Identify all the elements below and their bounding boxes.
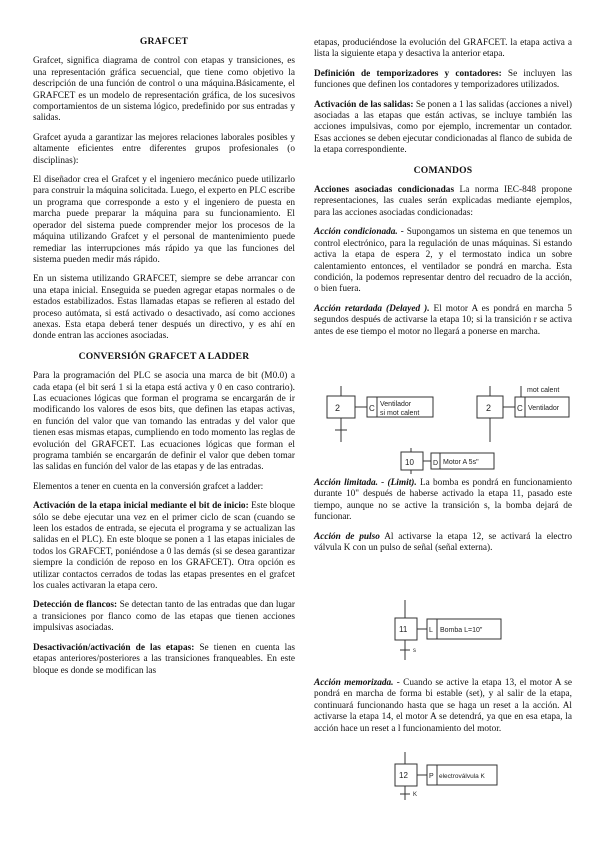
- transition-label: K: [413, 792, 418, 798]
- paragraph: Grafcet, significa diagrama de control con etapas y transiciones, es una representación gráfica secuencial, que tiene como objetivo la descripción de una función de control o una máquina.Básicamente, el GRAFCET es un modelo de representación gráfica, de los sucesivos comportamientos de un sistema lógico, predefinido por sus entradas y salidas.: [33, 56, 295, 124]
- paragraph: Para la programación del PLC se asocia una marca de bit (M0.0) a cada etapa (el bit será 1 si la etapa está activa y 0 en caso contrario). Las ecuaciones lógicas que forman el programa se encargarán de ir modificando los valores de esos bits, que definen las etapas activas, en función del valor que van tomando las entradas y del valor que tienen esas mismas etapas, cumpliendo en todo momento las reglas de evolución del GRAFCET. Las ecuaciones lógicas que forman el programa también se encargarán de definir el valor que deben tomar las salidas en función del valor de las etapas y de las entradas.: [33, 371, 295, 473]
- diagram-limited-action: [315, 600, 573, 660]
- lead-text: Detección de flancos:: [33, 600, 118, 611]
- diagram-pulse-action: [315, 752, 573, 802]
- lead-text: Activación de las salidas:: [314, 99, 414, 110]
- step-number: 2: [486, 403, 492, 413]
- left-column: [33, 36, 295, 685]
- action-text: Motor A 5s": [443, 459, 479, 466]
- lead-text: Acción de pulso: [314, 531, 380, 542]
- lead-text: Acciones asociadas condicionadas: [314, 185, 455, 196]
- paragraph: etapas, produciéndose la evolución del GRAFCET. la etapa activa a lista la siguiente etapa y desactiva la anterior etapa.: [314, 38, 572, 60]
- body-text: Este bloque sólo se debe ejecutar una vez en el primer ciclo de scan (cuando se leen los estados de entrada, se ejecuta el programa y se actualizan las salidas en el PLC). En este bloque se ponen a 1 las etapas iniciales de todos los GRAFCET, poniéndose a 0 las demás (si se desea garantizar siempre la condición de reposo en los GRAFCET). Otra opción es utilizar contactos cerrados de todas las etapas presentes en el grafcet los cuales activaran la etapa cero.: [33, 501, 295, 592]
- step-number: 2: [335, 403, 341, 413]
- paragraph: [314, 100, 572, 157]
- body-text: Supongamos un sistema en que tenemos un control electrónico, para la regulación de unas máquinas. Si estando activa la etapa de espera 2, y el termostato indica un sobre calentamiento entonces, el ventilador se pondrá en marcha. Esta condición, la podemos representar dentro del recuadro de la acción, o bien fuera.: [314, 227, 573, 295]
- body-text: Se ponen a 1 las salidas (acciones a nivel) asociadas a las etapas que están activas, se incluye también las acciones impulsivas, como por ejemplo, incrementar un contador. Esas acciones se deben ejecutar condicionadas al flanco de subida de la etapa correspondiente.: [314, 99, 572, 156]
- paragraph: Grafcet ayuda a garantizar las mejores relaciones laborales posibles y altamente eficientes entre diferentes grupos profesionales (o disciplinas):: [33, 132, 295, 166]
- paragraph: [314, 227, 572, 295]
- step-number: 12: [399, 771, 408, 780]
- body-text: Se tienen en cuenta las etapas anteriores/posteriores a las transiciones franqueables. En este bloque es donde se modifican las: [33, 642, 295, 676]
- lead-text: Desactivación/activación de las etapas:: [33, 642, 195, 653]
- lead-text: Acción limitada. - (Limit).: [314, 478, 417, 488]
- step-number: 10: [405, 458, 414, 467]
- paragraph: Elementos a tener en cuenta en la conversión grafcet a ladder:: [33, 481, 264, 492]
- paragraph: [314, 69, 572, 92]
- body-text: Al activarse la etapa 12, se activará la electro válvula K con un pulso de señal (señal externa).: [314, 531, 572, 554]
- body-text: La bomba es pondrá en funcionamiento durante 10" después de haberse activado la etapa 11, pasado este tiempo, aunque no se active la transición s, la bomba dejará de funcionar.: [314, 478, 572, 523]
- action-qualifier: P: [429, 773, 434, 780]
- body-text: Se detectan tanto de las entradas que dan lugar a transiciones por flanco como de las etapas que tienen acciones impulsivas asociadas.: [33, 600, 296, 634]
- title-grafcet: GRAFCET: [139, 36, 189, 47]
- transition-label: s: [413, 648, 416, 654]
- action-text: si mot calent: [380, 410, 420, 417]
- right-column: [314, 38, 572, 340]
- paragraph: [314, 185, 572, 219]
- title-conversion: CONVERSIÓN GRAFCET A LADDER: [78, 350, 250, 362]
- paragraph: [314, 532, 572, 555]
- diagram-conditioned-action: [315, 384, 573, 444]
- condition-label: mot calent: [527, 387, 560, 394]
- body-text: Se incluyen las funciones que definen los contadores y temporizadores utilizados.: [314, 68, 572, 91]
- title-comandos: COMANDOS: [413, 164, 473, 176]
- lead-text: Acción memorizada. -: [314, 678, 400, 688]
- paragraph: En un sistema utilizando GRAFCET, siempre se debe arrancar con una etapa inicial. Enseguida se pueden agregar etapas normales o de estados estabilizados. Estas llamadas etapas se refieren al estado del proceso autómata, si está activado o desactivado, así como acciones anexas. Esta etapa deberá tener después un directivo, y es ahí en donde entran las acciones asociadas.: [33, 274, 295, 342]
- lead-text: Acción condicionada. -: [314, 227, 404, 238]
- diagram-delayed-action: [315, 448, 573, 474]
- body-text: El motor A es pondrá en marcha 5 segundos después de activarse la etapa 10; si la transición r se activa antes de ese tiempo el motor no llegará a ponerse en marcha.: [314, 303, 572, 337]
- lead-text: Definición de temporizadores y contadores:: [314, 68, 502, 79]
- paragraph: El diseñador crea el Grafcet y el ingeniero mecánico puede utilizarlo para construir la máquina solicitada. Luego, el experto en PLC escribe un programa que corresponde a esto y el ingeniero de puesta en marcha puede preparar la máquina para su funcionamiento. El operador del sistema puede comprender mejor los procesos de la máquina utilizando Grafcet y el personal de mantenimiento puede remediar las interrupciones más rápido ya que las funciones del sistema pueden medir más rápido.: [33, 175, 295, 265]
- action-qualifier: L: [429, 627, 433, 634]
- paragraph: [33, 600, 295, 634]
- action-qualifier: C: [517, 404, 523, 413]
- paragraph: [33, 643, 295, 677]
- right-column-lower: [314, 478, 572, 562]
- action-text: electroválvula K: [439, 773, 485, 780]
- paragraph: [314, 478, 572, 524]
- paragraph: [314, 304, 572, 338]
- action-qualifier: D: [433, 460, 439, 467]
- lead-text: Activación de la etapa inicial mediante el bit de inicio:: [33, 501, 249, 512]
- paragraph: [314, 678, 572, 735]
- paragraph: [33, 501, 295, 592]
- right-column-bottom: [314, 678, 572, 743]
- body-text: La norma IEC-848 propone representaciones, las cuales serán explicadas mediante ejemplos, para las acciones asociadas condicionadas:: [314, 185, 572, 218]
- action-text: Bomba L=10": [440, 627, 483, 634]
- step-number: 11: [399, 625, 408, 634]
- action-qualifier: C: [369, 404, 375, 413]
- body-text: Cuando se active la etapa 13, el motor A se pondrá en marcha de forma bi estable (set), y al salir de la etapa, continuará funcionando hasta que se haga un reset a la acción. Al activarse la etapa 14, el motor A se detendrá, ya que en esa etapa, la acción hace un reset a l funcionamiento del motor.: [314, 678, 572, 734]
- action-text: Ventilador: [528, 405, 560, 412]
- action-text: Ventilador: [380, 401, 412, 408]
- lead-text: Acción retardada (Delayed ).: [314, 303, 430, 314]
